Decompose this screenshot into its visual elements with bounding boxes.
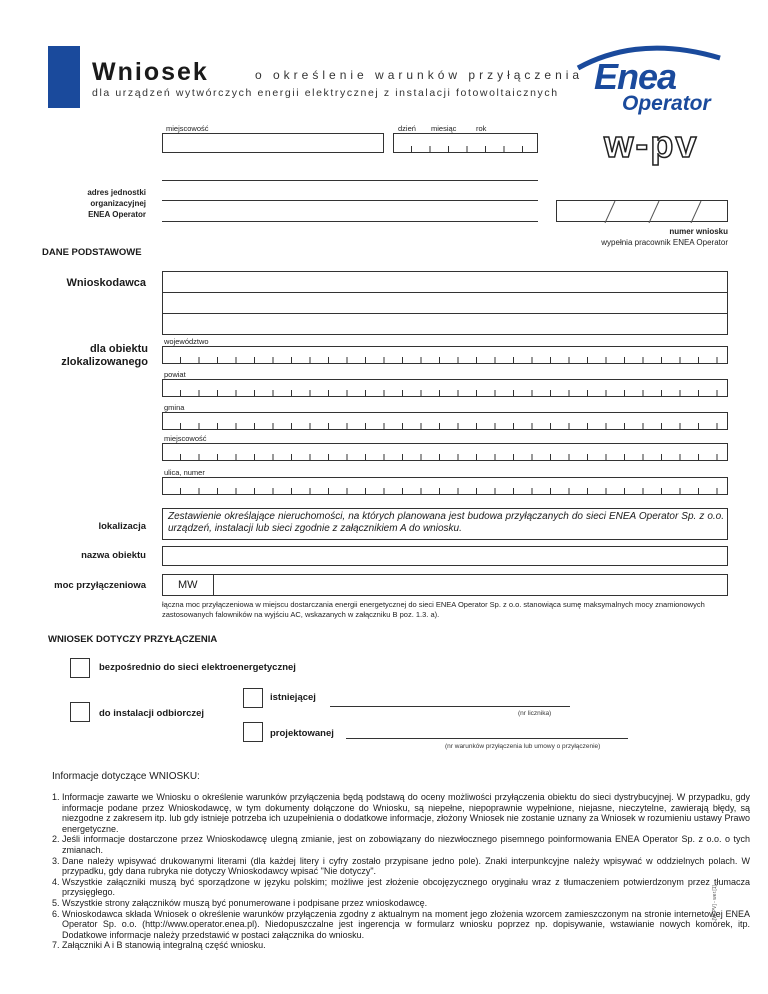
dzien-label: dzień bbox=[398, 124, 416, 133]
bezposrednio-label: bezpośrednio do sieci elektroenergetycznej bbox=[99, 662, 296, 673]
projektowanej-label: projektowanej bbox=[270, 728, 334, 739]
wojewodztwo-ticks bbox=[180, 357, 720, 364]
moc-unit: MW bbox=[178, 579, 198, 591]
info-item-7: 7. Załączniki A i B stanowią integralną część wniosku. bbox=[62, 940, 750, 951]
nazwa-obiektu-label: nazwa obiektu bbox=[81, 550, 146, 561]
istniejacej-label: istniejącej bbox=[270, 692, 316, 703]
logo-operator-text: Operator bbox=[622, 92, 711, 115]
powiat-ticks bbox=[180, 390, 720, 397]
nr-warunkow-line[interactable] bbox=[346, 738, 628, 739]
numer-title: numer wniosku bbox=[669, 227, 728, 236]
powiat-label: powiat bbox=[164, 370, 186, 379]
form-title: Wniosek bbox=[92, 58, 209, 86]
wnioskodawca-divider-1 bbox=[162, 292, 728, 293]
info-list bbox=[36, 792, 750, 951]
section-wniosek-title: WNIOSEK DOTYCZY PRZYŁĄCZENIA bbox=[48, 634, 218, 645]
numer-slashes-icon bbox=[557, 201, 729, 223]
address-line-3[interactable] bbox=[162, 221, 538, 222]
form-subtitle: o określenie warunków przyłączenia bbox=[255, 68, 584, 82]
miejscowosc-label: miejscowość bbox=[166, 124, 209, 133]
info-item-5: 5. Wszystkie strony załączników muszą być ponumerowane i podpisane przez wnioskodawcę. bbox=[62, 898, 750, 909]
moc-label: moc przyłączeniowa bbox=[54, 580, 146, 591]
gmina-ticks bbox=[180, 423, 720, 430]
info-item-1: 1. Informacje zawarte we Wniosku o określenie warunków przyłączenia będą podstawą do oceny możliwości przyłączenia obiektu do sieci dystrybucyjnej. W przypadku, gdy informacje podane przez Wnioskodawcę, w tym dokumenty dołączone do Wniosku, są niepełne, niepoprawnie wypełnione, niejasne, nieczytelne, zawierają błędy, są niezgodne z zakresem itp. lub gdy istnieje potrzeba ich uzupełnienia o dodatkowe informacje, złożony Wniosek nie zostanie uznany za Wniosek w rozumieniu ustawy Prawo energetyczne. bbox=[62, 792, 750, 834]
info-item-4: 4. Wszystkie załączniki muszą być sporządzone w języku polskim; możliwe jest złożenie obcojęzycznego oryginału wraz z tłumaczeniem potwierdzonym przez tłumacza przysięgłego. bbox=[62, 877, 750, 898]
wnioskodawca-divider-2 bbox=[162, 313, 728, 314]
nr-warunkow-label: (nr warunków przyłączenia lub umowy o przyłączenie) bbox=[445, 743, 601, 750]
instalacja-label: do instalacji odbiorczej bbox=[99, 708, 205, 719]
info-item-6: 6. Wnioskodawca składa Wniosek o określenie warunków przyłączenia zgodny z aktualnym na moment jego złożenia wzorcem zamieszczonym na stronie internetowej ENEA Operator Sp. o.o. (http://www.operator.enea.pl). Niedopuszczalne jest ingerencja w formularz wniosku poprzez np. dopisywanie, wstawianie nowych komórek, itp. Dodatkowe informacje należy przedstawić w postaci załącznika do wniosku. bbox=[62, 909, 750, 941]
enea-logo bbox=[570, 42, 730, 122]
header-blue-bar bbox=[48, 46, 80, 108]
rok-label: rok bbox=[476, 124, 487, 133]
numer-sub: wypełnia pracownik ENEA Operator bbox=[601, 238, 728, 247]
ulica-label: ulica, numer bbox=[164, 468, 205, 477]
wojewodztwo-label: województwo bbox=[164, 337, 209, 346]
info-title: Informacje dotyczące WNIOSKU: bbox=[52, 771, 200, 782]
side-code: [W-PV] - wer.[1] bbox=[712, 885, 718, 920]
obiekt-label: dla obiektu zlokalizowanego bbox=[61, 343, 148, 368]
projektowanej-checkbox[interactable] bbox=[243, 722, 263, 742]
numer-wniosku-input bbox=[556, 200, 728, 222]
istniejacej-checkbox[interactable] bbox=[243, 688, 263, 708]
instalacja-checkbox[interactable] bbox=[70, 702, 90, 722]
form-subtitle-2: dla urządzeń wytwórczych energii elektrycznej z instalacji fotowoltaicznych bbox=[92, 87, 559, 99]
logo-enea-text: Enea bbox=[594, 56, 677, 97]
info-item-2: 2. Jeśli informacje dostarczone przez Wnioskodawcę ulegną zmianie, jest on zobowiązany do niezwłocznego pisemnego poinformowania ENEA Operator Sp. z o.o. o tych zmianach. bbox=[62, 834, 750, 855]
bezposrednio-checkbox[interactable] bbox=[70, 658, 90, 678]
miejscowosc-obiekt-label: miejscowość bbox=[164, 434, 207, 443]
address-line-2[interactable] bbox=[162, 200, 538, 201]
ulica-ticks bbox=[180, 488, 720, 495]
moc-note: łączna moc przyłączeniowa w miejscu dostarczania energii energetycznej do sieci ENEA Operator Sp. z o.o. stanowiąca sumę maksymalnych mocy znamionowych zastosowanych falowników na wyjściu AC, wskazanych w załączniku B poz. 1.3. a). bbox=[162, 600, 705, 619]
miejscowosc-input[interactable] bbox=[162, 133, 384, 153]
info-item-3: 3. Dane należy wpisywać drukowanymi literami (dla każdej litery i cyfry zostało przypisane jedno pole). Znaki interpunkcyjne należy wpisywać w oddzielnych polach. W przypadku, gdy dana rubryka nie dotyczy Wnioskodawcy wpisać "Nie dotyczy". bbox=[62, 856, 750, 877]
miejscowosc-obiekt-ticks bbox=[180, 454, 720, 461]
lokalizacja-text: Zestawienie określające nieruchomości, na których planowana jest budowa przyłączanych do sieci ENEA Operator Sp. z o.o. urządzeń, instalacji lub sieci zgodnie z załącznikiem A do wniosku. bbox=[168, 511, 724, 534]
moc-unit-divider bbox=[213, 574, 214, 596]
wnioskodawca-label: Wnioskodawca bbox=[66, 277, 146, 289]
nazwa-obiektu-input[interactable] bbox=[162, 546, 728, 566]
section-dane-title: DANE PODSTAWOWE bbox=[42, 247, 142, 258]
form-code: w-pv bbox=[604, 124, 699, 166]
date-ticks bbox=[411, 146, 531, 153]
nr-licznika-label: (nr licznika) bbox=[518, 710, 552, 717]
moc-input[interactable] bbox=[162, 574, 728, 596]
adres-label: adres jednostki organizacyjnej ENEA Operator bbox=[87, 188, 146, 219]
lokalizacja-label: lokalizacja bbox=[98, 521, 146, 532]
miesiac-label: miesiąc bbox=[431, 124, 457, 133]
nr-licznika-line[interactable] bbox=[330, 706, 570, 707]
address-line-1[interactable] bbox=[162, 180, 538, 181]
gmina-label: gmina bbox=[164, 403, 185, 412]
wnioskodawca-input[interactable] bbox=[162, 271, 728, 335]
